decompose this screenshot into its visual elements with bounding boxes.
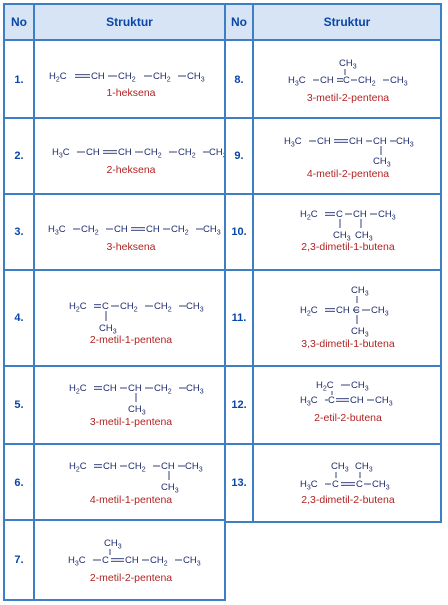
h2c-group: $H_2C$ [49, 71, 67, 84]
structure-cell [252, 193, 442, 271]
c-atom: C [102, 301, 109, 312]
ch3-group: $CH_3$ [186, 301, 204, 314]
ch-group: CH [128, 383, 142, 394]
c-atom: C [336, 209, 343, 220]
ch-group: CH [103, 461, 117, 472]
ch-group: CH [350, 395, 364, 406]
ch3-group: $CH_3$ [186, 383, 204, 396]
ch-group: CH [118, 147, 132, 158]
compound-name: 1-heksena [106, 87, 156, 99]
ch-group: CH [86, 147, 100, 158]
c-atom: C [102, 555, 109, 566]
ch-group: CH [103, 383, 117, 394]
structure-formula [254, 271, 444, 369]
ch3-group: CH [209, 147, 223, 158]
compound-name: 2-metil-1-pentena [89, 334, 173, 346]
structure-cell [33, 39, 226, 120]
ch-group: CH [125, 555, 139, 566]
ch3-group: $CH_3$ [183, 555, 201, 568]
h3c-group: $H_3C$ [288, 75, 306, 88]
h3c-group: $H_3C$ [284, 136, 302, 149]
structure-formula [35, 119, 228, 197]
h2c-group: $H_2C$ [300, 305, 318, 318]
structure-formula [254, 41, 444, 122]
row-number: 2. [3, 117, 35, 195]
ch3-branch: $CH_3$ [355, 230, 373, 243]
row-number: 6. [3, 443, 35, 523]
ch3-branch: $CH_3$ [351, 326, 369, 339]
ch2-group: $CH_2$ [128, 461, 146, 474]
c-atom: C [332, 479, 339, 490]
ch2-group: $CH_2$ [358, 75, 376, 88]
h3c-group: $H_3C$ [300, 479, 318, 492]
ch3-group: $CH_3$ [378, 209, 396, 222]
structure-cell [33, 519, 226, 601]
c-atom: C [356, 479, 363, 490]
ch-group: CH [146, 224, 160, 235]
structure-cell [33, 117, 226, 195]
ch3-branch: $CH_3$ [333, 230, 351, 243]
structure-formula [35, 41, 228, 122]
ch3-branch: $CH_3$ [339, 58, 357, 71]
h2c-group: $H_2C$ [69, 461, 87, 474]
ch-group: CH [336, 305, 350, 316]
structure-formula [35, 195, 228, 273]
ch3-branch: $CH_3$ [128, 404, 146, 417]
structure-cell [252, 365, 442, 445]
h3c-group: $H_3C$ [68, 555, 86, 568]
ch2-group: $CH_2$ [171, 224, 189, 237]
ch3-branch: $CH_3$ [99, 323, 117, 336]
ch-group: CH [320, 75, 334, 86]
ch2-group: $CH_2$ [144, 147, 162, 160]
structure-cell [33, 269, 226, 367]
compound-name: 2-etil-2-butena [314, 412, 382, 424]
structure-cell [252, 269, 442, 367]
compound-name: 3-metil-1-pentena [89, 416, 173, 428]
ch-group: CH [349, 136, 363, 147]
c-atom: C [328, 395, 335, 406]
structure-cell [252, 117, 442, 195]
compound-name: 3,3-dimetil-1-butena [301, 338, 395, 350]
compound-name: 2,3-dimetil-2-butena [301, 494, 395, 506]
ch-group: CH [317, 136, 331, 147]
h3c-group: $H_3C$ [48, 224, 66, 237]
row-number: 8. [224, 39, 254, 120]
compound-name: 2-metil-2-pentena [89, 572, 173, 584]
h2c-group: $H_2C$ [69, 383, 87, 396]
ch3-group: $CH_3$ [203, 224, 221, 237]
ch3-group: $CH_3$ [185, 461, 203, 474]
row-number: 13. [224, 443, 254, 523]
ch-group: CH [373, 136, 387, 147]
ch-group: CH [91, 71, 105, 82]
compound-name: 3-heksena [106, 241, 156, 253]
row-number: 4. [3, 269, 35, 367]
ch-group: CH [353, 209, 367, 220]
compound-name: 3-metil-2-pentena [306, 92, 390, 104]
h3c-group: $H_3C$ [300, 395, 318, 408]
structure-formula [254, 195, 444, 273]
structure-formula [254, 445, 444, 525]
ch3-group: $CH_3$ [371, 305, 389, 318]
compound-name: 2-heksena [106, 164, 156, 176]
row-number: 9. [224, 117, 254, 195]
ch3-branch: $CH_3$ [355, 461, 373, 474]
ch2-group: $CH_2$ [154, 383, 172, 396]
ch2-group: $CH_2$ [150, 555, 168, 568]
c-atom: C [343, 75, 350, 86]
ch3-branch: $CH_3$ [373, 156, 391, 169]
compound-name: 4-metil-2-pentena [306, 168, 390, 180]
ch2-group: $CH_2$ [178, 147, 196, 160]
ch3-group: $CH_3$ [372, 479, 390, 492]
row-number: 3. [3, 193, 35, 271]
ch3-group: $CH_3$ [396, 136, 414, 149]
h2c-group: $H_2C$ [316, 380, 334, 393]
ch3-group: $CH_3$ [390, 75, 408, 88]
ch3-branch: $CH_3$ [104, 538, 122, 551]
row-number: 12. [224, 365, 254, 445]
structure-cell [33, 193, 226, 271]
structure-formula [35, 521, 228, 603]
row-number: 1. [3, 39, 35, 120]
ch3-branch: $CH_3$ [331, 461, 349, 474]
structure-formula [35, 367, 228, 447]
row-number: 5. [3, 365, 35, 445]
compound-name: 4-metil-1-pentena [89, 494, 173, 506]
ch-group: CH [161, 461, 175, 472]
header-no-left: No [3, 3, 35, 41]
ch2-group: $CH_2$ [120, 301, 138, 314]
structure-cell [252, 443, 442, 523]
header-no-right: No [224, 3, 254, 41]
ch3-group: $CH_3$ [187, 71, 205, 84]
structure-cell [33, 365, 226, 445]
structure-formula [35, 445, 228, 525]
c-atom: C [353, 305, 360, 316]
compound-name: 2,3-dimetil-1-butena [301, 241, 395, 253]
ch2-group: $CH_2$ [118, 71, 136, 84]
ch3-branch: $CH_3$ [161, 482, 179, 495]
ch-group: CH [114, 224, 128, 235]
ch2-group: $CH_2$ [153, 71, 171, 84]
ch3-group: $CH_3$ [375, 395, 393, 408]
header-structure-left: Struktur [33, 3, 226, 41]
ch2-group: $CH_2$ [154, 301, 172, 314]
row-number: 11. [224, 269, 254, 367]
header-structure-right: Struktur [252, 3, 442, 41]
ch3-group: $CH_3$ [351, 380, 369, 393]
structure-cell [252, 39, 442, 120]
structure-formula [254, 367, 444, 447]
h3c-group: $H_3C$ [52, 147, 70, 160]
row-number: 7. [3, 519, 35, 601]
structure-formula [35, 271, 228, 369]
structure-formula [254, 119, 444, 197]
ch2-group: $CH_2$ [81, 224, 99, 237]
h2c-group: $H_2C$ [69, 301, 87, 314]
h2c-group: $H_2C$ [300, 209, 318, 222]
row-number: 10. [224, 193, 254, 271]
structure-cell [33, 443, 226, 523]
ch3-branch: $CH_3$ [351, 285, 369, 298]
